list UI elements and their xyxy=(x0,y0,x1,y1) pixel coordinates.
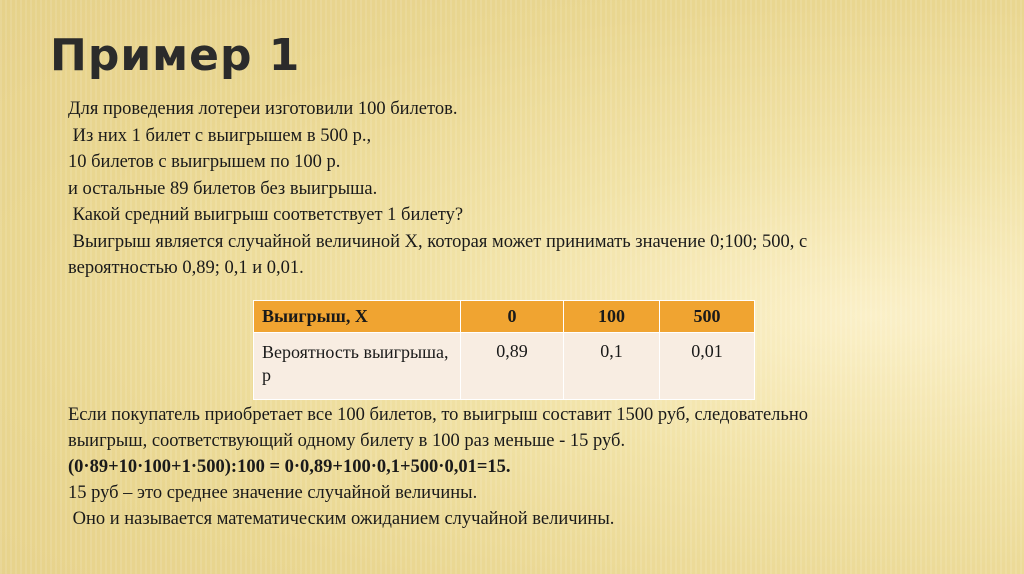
value-cell: 0,89 xyxy=(461,333,564,400)
distribution-table xyxy=(253,300,755,400)
text-line: Для проведения лотереи изготовили 100 билетов. xyxy=(68,99,458,119)
text-line: Из них 1 билет с выигрышем в 500 р., xyxy=(68,125,372,146)
solution-text xyxy=(68,402,968,532)
text-line: Если покупатель приобретает все 100 билетов, то выигрыш составит 1500 руб, следовательно xyxy=(68,405,808,425)
text-line: выигрыш, соответствующий одному билету в 100 раз меньше - 15 руб. xyxy=(68,431,626,451)
text-line: 10 билетов с выигрышем по 100 р. xyxy=(68,152,341,172)
row-label-cell: Вероятность выигрыша, р xyxy=(254,333,461,400)
value-cell: 0,1 xyxy=(564,333,660,400)
header-cell: Выигрыш, Х xyxy=(254,301,461,333)
table-row xyxy=(254,333,755,400)
slide-title: Пример 1 xyxy=(50,30,301,81)
text-line: Выигрыш является случайной величиной Х, которая может принимать значение 0;100; 500, с xyxy=(68,231,808,252)
formula-line: (0·89+10·100+1·500):100 = 0·0,89+100·0,1+500·0,01=15. xyxy=(68,457,511,477)
header-cell: 0 xyxy=(461,301,564,333)
text-line: 15 руб – это среднее значение случайной величины. xyxy=(68,483,478,503)
text-line: и остальные 89 билетов без выигрыша. xyxy=(68,178,378,199)
text-line: Оно и называется математическим ожиданием случайной величины. xyxy=(68,509,615,529)
header-cell: 100 xyxy=(564,301,660,333)
text-line: Какой средний выигрыш соответствует 1 билету? xyxy=(68,205,464,225)
header-cell: 500 xyxy=(660,301,755,333)
table-header-row xyxy=(254,301,755,333)
value-cell: 0,01 xyxy=(660,333,755,400)
problem-text xyxy=(68,96,968,282)
text-line: вероятностью 0,89; 0,1 и 0,01. xyxy=(68,258,304,278)
